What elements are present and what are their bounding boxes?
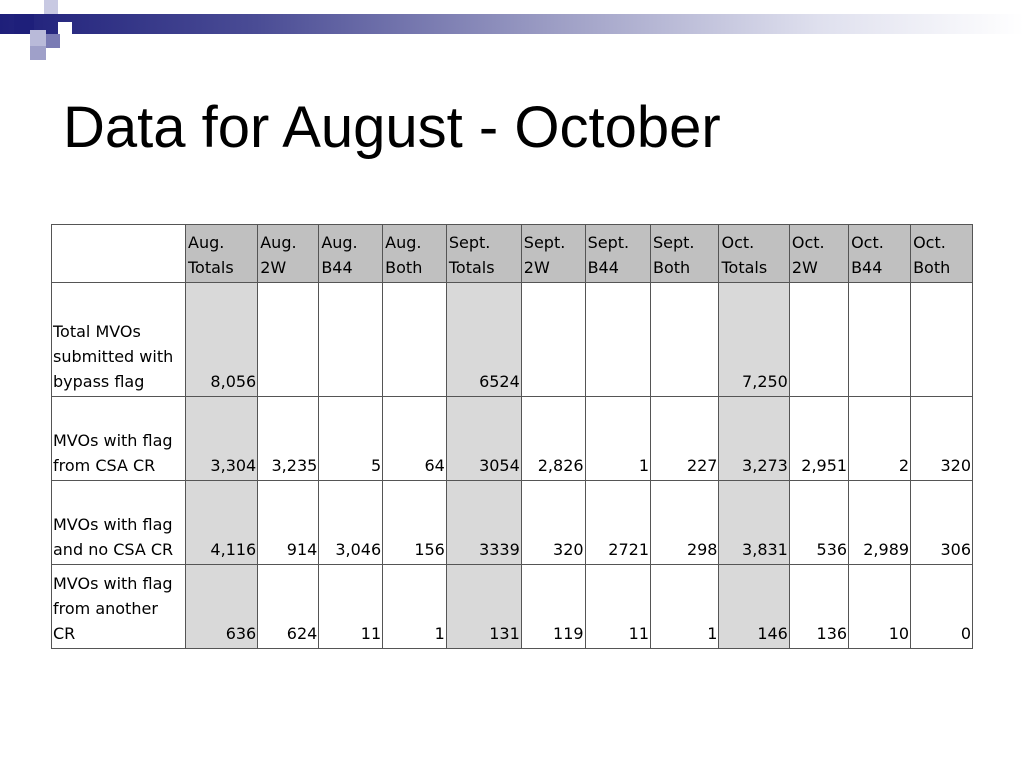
table-row	[52, 481, 973, 565]
table-cell: 1	[651, 565, 719, 649]
table-cell: 11	[585, 565, 650, 649]
table-cell: 156	[383, 481, 447, 565]
table-cell: 3,046	[319, 481, 383, 565]
column-header: Aug. 2W	[258, 225, 319, 283]
table-cell: 536	[789, 481, 848, 565]
table-cell	[849, 283, 911, 397]
table-cell: 8,056	[186, 283, 258, 397]
table-cell: 320	[911, 397, 973, 481]
table-row	[52, 565, 973, 649]
table-cell: 306	[911, 481, 973, 565]
table-cell: 3054	[446, 397, 521, 481]
table-cell: 227	[651, 397, 719, 481]
column-header: Sept. B44	[585, 225, 650, 283]
table-cell: 3,235	[258, 397, 319, 481]
table-cell	[521, 283, 585, 397]
column-header: Sept. 2W	[521, 225, 585, 283]
row-label: MVOs with flag from CSA CR	[52, 397, 186, 481]
table-corner-cell	[52, 225, 186, 283]
table-cell: 636	[186, 565, 258, 649]
table-cell	[651, 283, 719, 397]
column-header: Sept. Totals	[446, 225, 521, 283]
decorative-header-bar	[0, 14, 1024, 34]
decorative-square	[44, 0, 58, 14]
decorative-square	[46, 34, 60, 48]
column-header: Oct. Both	[911, 225, 973, 283]
table-cell: 146	[719, 565, 789, 649]
table-header-row	[52, 225, 973, 283]
decorative-square	[58, 22, 72, 36]
table-cell: 64	[383, 397, 447, 481]
column-header: Aug. B44	[319, 225, 383, 283]
table-cell: 3,273	[719, 397, 789, 481]
table-cell: 6524	[446, 283, 521, 397]
table-cell: 624	[258, 565, 319, 649]
data-table	[51, 224, 973, 649]
table-cell: 119	[521, 565, 585, 649]
column-header: Oct. B44	[849, 225, 911, 283]
table-cell: 914	[258, 481, 319, 565]
table-row	[52, 283, 973, 397]
table-cell: 320	[521, 481, 585, 565]
table-cell: 2721	[585, 481, 650, 565]
table-cell: 3339	[446, 481, 521, 565]
table-cell: 2	[849, 397, 911, 481]
table-cell: 10	[849, 565, 911, 649]
table-cell	[789, 283, 848, 397]
table-row	[52, 397, 973, 481]
table-cell: 2,826	[521, 397, 585, 481]
column-header: Aug. Both	[383, 225, 447, 283]
slide-title: Data for August - October	[63, 95, 721, 160]
table-cell: 298	[651, 481, 719, 565]
table-cell: 11	[319, 565, 383, 649]
table-cell: 5	[319, 397, 383, 481]
table-cell	[383, 283, 447, 397]
table-cell: 131	[446, 565, 521, 649]
decorative-square	[30, 30, 46, 46]
row-label: Total MVOs submitted with bypass flag	[52, 283, 186, 397]
table-cell: 7,250	[719, 283, 789, 397]
table-cell	[585, 283, 650, 397]
table-cell	[911, 283, 973, 397]
table-cell	[258, 283, 319, 397]
table-cell: 2,989	[849, 481, 911, 565]
table-cell: 3,831	[719, 481, 789, 565]
table-cell: 0	[911, 565, 973, 649]
table-cell: 2,951	[789, 397, 848, 481]
column-header: Sept. Both	[651, 225, 719, 283]
column-header: Aug. Totals	[186, 225, 258, 283]
table-cell: 1	[585, 397, 650, 481]
table-cell: 136	[789, 565, 848, 649]
row-label: MVOs with flag and no CSA CR	[52, 481, 186, 565]
column-header: Oct. 2W	[789, 225, 848, 283]
decorative-square	[30, 46, 46, 60]
column-header: Oct. Totals	[719, 225, 789, 283]
row-label: MVOs with flag from another CR	[52, 565, 186, 649]
table-cell	[319, 283, 383, 397]
table-cell: 4,116	[186, 481, 258, 565]
table-cell: 3,304	[186, 397, 258, 481]
table-cell: 1	[383, 565, 447, 649]
